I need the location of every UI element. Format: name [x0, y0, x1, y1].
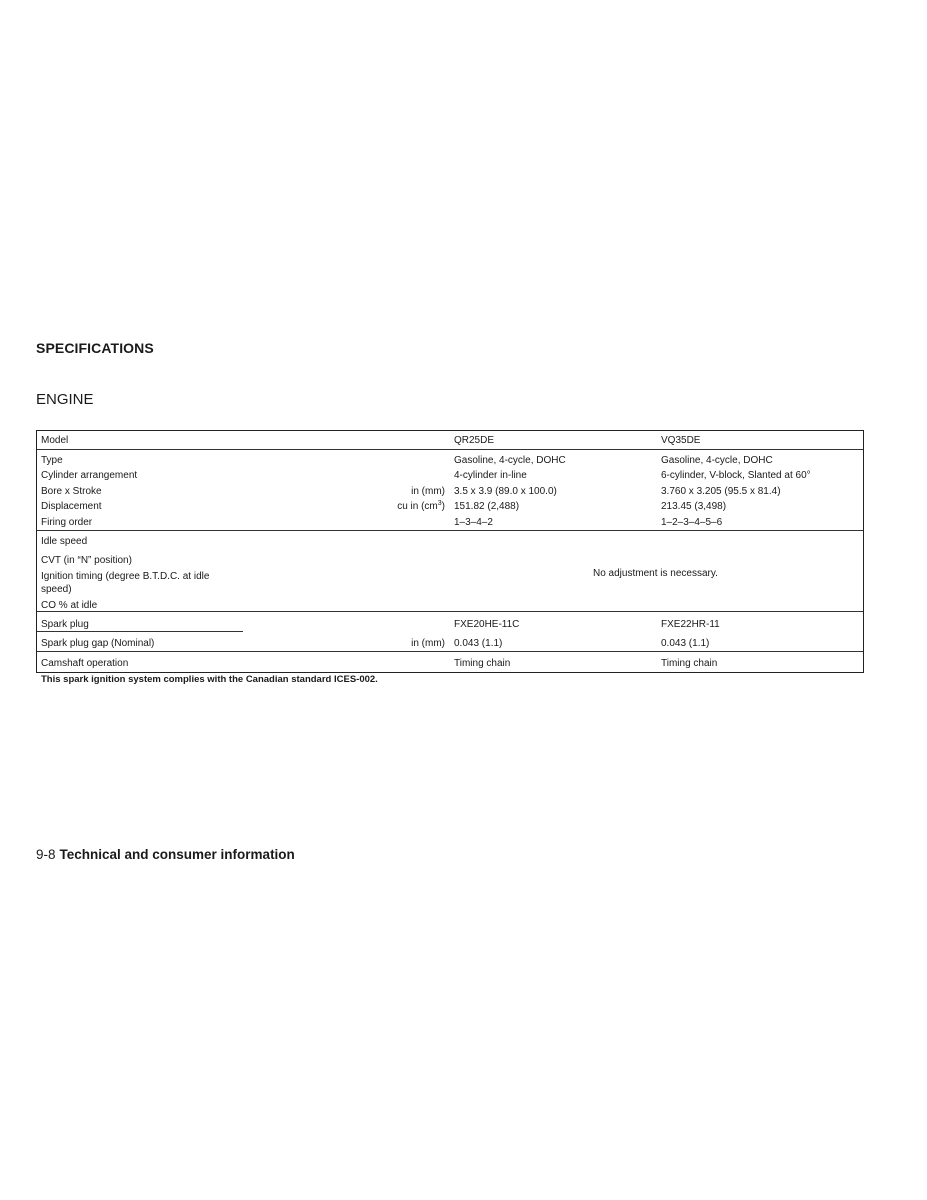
cell-vq35de: Gasoline, 4-cycle, DOHC [661, 455, 773, 466]
page-footer [36, 847, 295, 862]
divider [37, 530, 863, 531]
row-unit: in (mm) [411, 638, 445, 649]
row-unit: in (mm) [411, 486, 445, 497]
cell-vq35de: FXE22HR-11 [661, 619, 720, 630]
ignition-timing-label-cont: speed) [41, 584, 72, 595]
idle-speed-label: Idle speed [41, 536, 88, 547]
cell-qr25de: 4-cylinder in-line [454, 470, 527, 481]
page-heading: SPECIFICATIONS [36, 340, 154, 356]
cell-vq35de: 0.043 (1.1) [661, 638, 710, 649]
cell-vq35de: 213.45 (3,498) [661, 501, 727, 512]
divider [37, 651, 863, 652]
cell-qr25de: Timing chain [454, 658, 511, 669]
row-label: Spark plug [41, 619, 89, 630]
divider [37, 631, 243, 632]
row-unit [397, 500, 445, 513]
ignition-timing-label: Ignition timing (degree B.T.D.C. at idle [41, 571, 210, 582]
cell-qr25de: 151.82 (2,488) [454, 501, 520, 512]
header-col-vq35de: VQ35DE [661, 435, 701, 446]
cvt-label: CVT (in “N” position) [41, 555, 132, 566]
cell-qr25de: 3.5 x 3.9 (89.0 x 100.0) [454, 486, 557, 497]
unit-suffix: ) [441, 501, 445, 512]
row-label: Cylinder arrangement [41, 470, 138, 481]
unit-prefix: cu in (cm [397, 501, 438, 512]
cell-qr25de: 1–3–4–2 [454, 517, 493, 528]
no-adjustment-note: No adjustment is necessary. [593, 568, 718, 579]
section-subheading: ENGINE [36, 391, 94, 408]
unit-superscript: 3 [437, 500, 442, 507]
cell-vq35de: 3.760 x 3.205 (95.5 x 81.4) [661, 486, 781, 497]
row-label: Type [41, 455, 63, 466]
row-label: Bore x Stroke [41, 486, 102, 497]
cell-qr25de: FXE20HE-11C [454, 619, 520, 630]
row-label: Spark plug gap (Nominal) [41, 638, 155, 649]
compliance-note: This spark ignition system complies with the Canadian standard ICES-002. [41, 674, 378, 685]
cell-vq35de: Timing chain [661, 658, 718, 669]
header-col-qr25de: QR25DE [454, 435, 495, 446]
row-label: Displacement [41, 501, 102, 512]
cell-qr25de: Gasoline, 4-cycle, DOHC [454, 455, 566, 466]
header-model-label: Model [41, 435, 69, 446]
row-label: Camshaft operation [41, 658, 129, 669]
divider [37, 449, 863, 450]
divider [37, 611, 863, 612]
co-idle-label: CO % at idle [41, 600, 98, 611]
cell-qr25de: 0.043 (1.1) [454, 638, 503, 649]
page-number: 9-8 [36, 847, 56, 862]
row-label: Firing order [41, 517, 93, 528]
cell-vq35de: 6-cylinder, V-block, Slanted at 60° [661, 470, 811, 481]
engine-spec-table [36, 430, 864, 673]
footer-section-title: Technical and consumer information [59, 847, 295, 862]
cell-vq35de: 1–2–3–4–5–6 [661, 517, 723, 528]
